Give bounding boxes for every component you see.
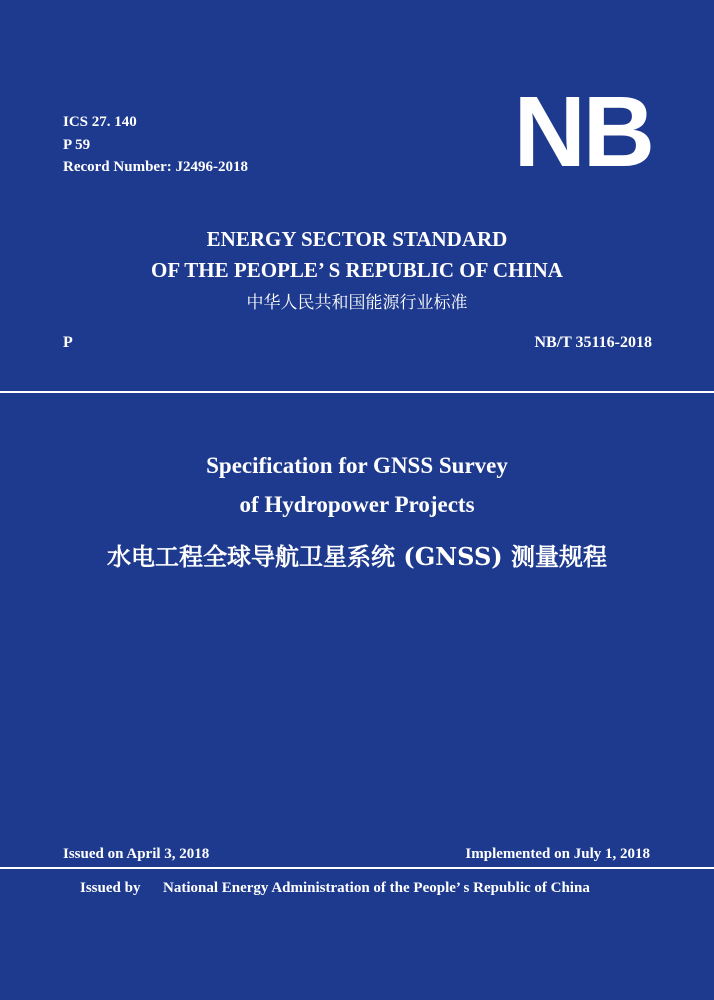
issuer-name: National Energy Administration of the People’ s Republic of China: [163, 880, 590, 896]
standard-number: NB/T 35116-2018: [534, 334, 652, 351]
p-code: P 59: [63, 137, 91, 153]
sector-standard-line1: ENERGY SECTOR STANDARD: [206, 227, 508, 251]
implemented-date: Implemented on July 1, 2018: [465, 846, 650, 862]
issued-date: Issued on April 3, 2018: [63, 846, 210, 862]
sector-standard-line2: OF THE PEOPLE’ S REPUBLIC OF CHINA: [151, 258, 563, 282]
nb-logo: NB: [513, 76, 652, 188]
classification-code: P: [63, 334, 73, 351]
bottom-divider: [0, 867, 714, 869]
sector-standard-chinese: 中华人民共和国能源行业标准: [246, 293, 468, 313]
title-line2: of Hydropower Projects: [239, 492, 475, 517]
record-number: Record Number: J2496-2018: [63, 159, 248, 175]
title-line1: Specification for GNSS Survey: [206, 453, 508, 478]
top-divider: [0, 391, 714, 393]
title-chinese: 水电工程全球导航卫星系统 (GNSS) 测量规程: [107, 542, 607, 571]
issuer-label: Issued by: [80, 880, 141, 896]
ics-code: ICS 27. 140: [63, 114, 137, 130]
